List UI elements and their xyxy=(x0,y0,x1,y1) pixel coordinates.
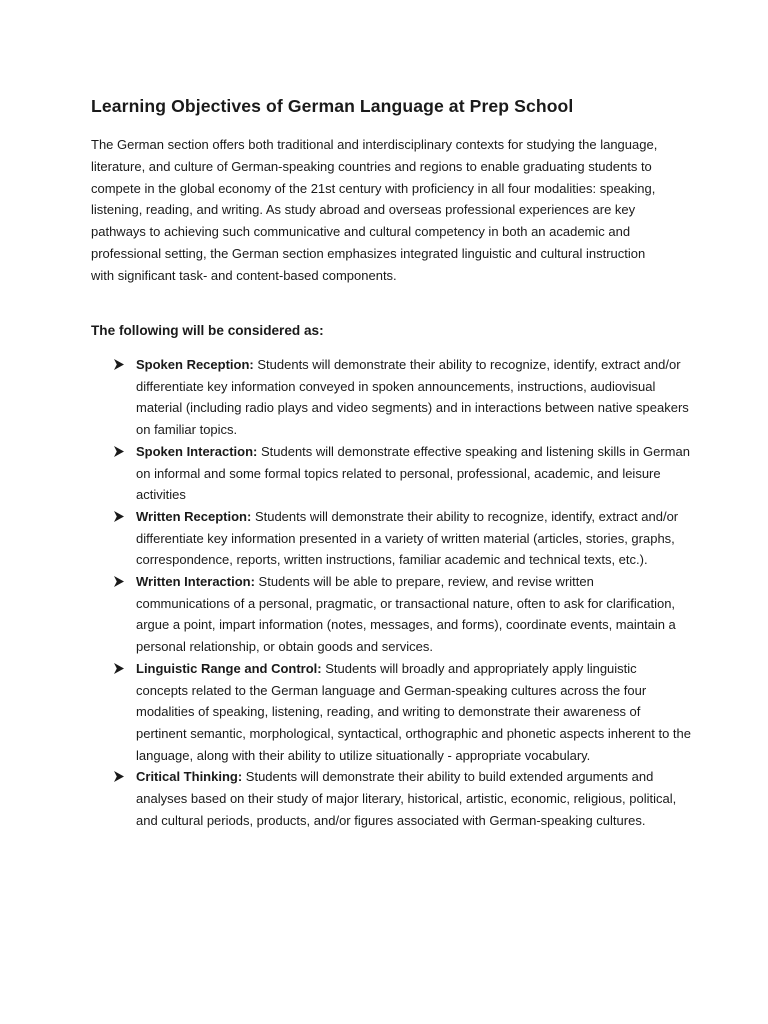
objective-text: Students will broadly and appropriately apply linguistic concepts related to the German language and German-speaking cultures across the four modalities of speaking, listening, reading, and writing to demonstrate their awareness of pertinent semantic, morphological, syntactical, orthographic and phonetic aspects inherent to the language, along with their ability to utilize situationally - appropriate vocabulary. xyxy=(136,660,691,763)
objective-item xyxy=(91,441,691,506)
objective-term: Written Interaction: xyxy=(136,574,255,590)
objective-text: Students will demonstrate their ability to recognize, identify, extract and/or differentiate key information conveyed in spoken announcements, instructions, audiovisual material (including radio plays and video segments) and in interactions between native speakers on familiar topics. xyxy=(136,357,689,438)
intro-paragraph: The German section offers both traditional and interdisciplinary contexts for studying the language, literature, and culture of German-speaking countries and regions to enable graduating students to compete in the global economy of the 21st century with proficiency in all four modalities: speaking, listening, reading, and writing. As study abroad and overseas professional experiences are key pathways to achieving such communicative and cultural competency in both an academic and professional setting, the German section emphasizes integrated linguistic and cultural instruction with significant task- and content-based components. xyxy=(91,137,658,283)
arrowhead-bullet-icon xyxy=(113,571,129,593)
objective-term: Spoken Reception: xyxy=(136,357,254,372)
objective-term: Linguistic Range and Control: xyxy=(136,660,322,676)
objective-text: Students will demonstrate their ability to recognize, identify, extract and/or differentiate key information presented in a variety of written material (articles, stories, graphs, correspondence, reports, written instructions, familiar academic and technical texts, etc.). xyxy=(136,508,679,568)
objective-text: Students will demonstrate effective speaking and listening skills in German on informal and some formal topics related to personal, professional, academic, and leisure activities xyxy=(136,443,690,503)
objective-item xyxy=(91,658,691,767)
considered-heading: The following will be considered as: xyxy=(91,323,324,338)
objective-text: Students will be able to prepare, review, and revise written communications of a personal, pragmatic, or transactional nature, often to ask for clarification, argue a point, impart information (notes, messages, and forms), coordinate events, maintain a personal relationship, or obtain goods and services. xyxy=(136,574,676,655)
objective-item xyxy=(91,506,691,571)
arrowhead-bullet-icon xyxy=(113,766,129,788)
arrowhead-bullet-icon xyxy=(113,441,129,463)
objective-text: Students will demonstrate their ability to build extended arguments and analyses based on their study of major literary, historical, artistic, economic, religious, political, and cultural periods, products, and/or figures associated with German-speaking cultures. xyxy=(136,769,677,828)
arrowhead-bullet-icon xyxy=(113,658,129,680)
objective-item xyxy=(91,571,691,658)
arrowhead-bullet-icon xyxy=(113,354,129,376)
objective-item xyxy=(91,354,691,441)
objective-term: Written Reception: xyxy=(136,508,252,524)
arrowhead-bullet-icon xyxy=(113,506,129,528)
objectives-list xyxy=(91,354,691,831)
objective-item xyxy=(91,766,691,831)
document-title: Learning Objectives of German Language at Prep School xyxy=(91,96,574,116)
objective-term: Critical Thinking: xyxy=(136,769,243,785)
objective-term: Spoken Interaction: xyxy=(136,443,258,459)
